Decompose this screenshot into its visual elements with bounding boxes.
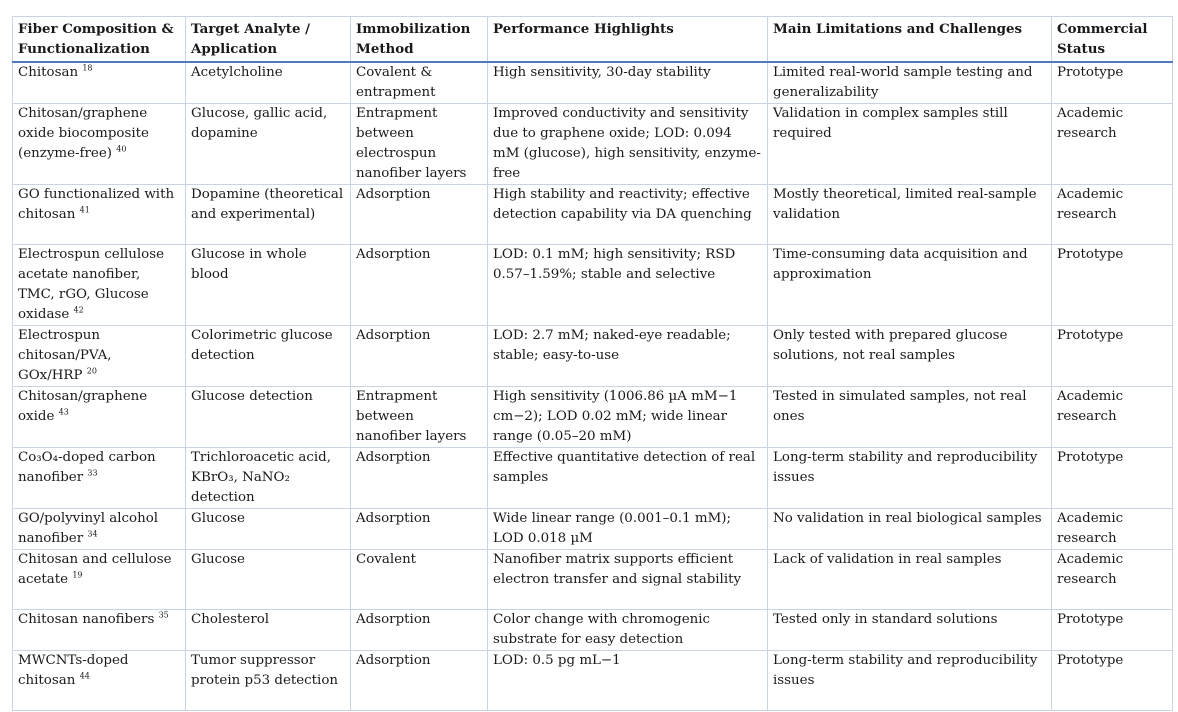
table-row xyxy=(13,184,1173,244)
reference-number: 18 xyxy=(82,63,93,73)
table-row xyxy=(13,508,1173,549)
cell-method: Entrapment between electrospun nanofiber layers xyxy=(351,103,488,184)
cell-limitations: No validation in real biological samples xyxy=(768,508,1052,549)
cell-fiber xyxy=(13,650,186,710)
cell-performance: High stability and reactivity; effective detection capability via DA quenching xyxy=(488,184,768,244)
cell-fiber xyxy=(13,325,186,386)
reference-number: 33 xyxy=(87,468,98,478)
cell-method: Adsorption xyxy=(351,447,488,508)
cell-limitations: Tested in simulated samples, not real ones xyxy=(768,386,1052,447)
cell-analyte: Colorimetric glucose detection xyxy=(186,325,351,386)
reference-number: 35 xyxy=(158,610,169,620)
cell-analyte: Glucose, gallic acid, dopamine xyxy=(186,103,351,184)
cell-status: Academic research xyxy=(1052,549,1173,609)
cell-limitations: Limited real-world sample testing and generalizability xyxy=(768,62,1052,104)
cell-status: Prototype xyxy=(1052,447,1173,508)
table-row xyxy=(13,650,1173,710)
cell-fiber xyxy=(13,184,186,244)
reference-number: 44 xyxy=(79,671,90,681)
cell-method: Adsorption xyxy=(351,244,488,325)
col-header-analyte: Target Analyte / Application xyxy=(186,17,351,62)
cell-status: Academic research xyxy=(1052,103,1173,184)
cell-analyte: Tumor suppressor protein p53 detection xyxy=(186,650,351,710)
fiber-text: Co₃O₄-doped carbon nanofiber xyxy=(18,449,156,485)
fiber-text: Electrospun cellulose acetate nanofiber, TMC, rGO, Glucose oxidase xyxy=(18,246,165,322)
cell-analyte: Cholesterol xyxy=(186,609,351,650)
cell-fiber xyxy=(13,447,186,508)
cell-fiber xyxy=(13,609,186,650)
cell-status: Prototype xyxy=(1052,325,1173,386)
cell-fiber xyxy=(13,62,186,104)
cell-limitations: Only tested with prepared glucose solutions, not real samples xyxy=(768,325,1052,386)
cell-limitations: Mostly theoretical, limited real-sample validation xyxy=(768,184,1052,244)
cell-performance: Color change with chromogenic substrate for easy detection xyxy=(488,609,768,650)
cell-limitations: Tested only in standard solutions xyxy=(768,609,1052,650)
cell-fiber xyxy=(13,244,186,325)
cell-method: Entrapment between nanofiber layers xyxy=(351,386,488,447)
reference-number: 40 xyxy=(116,144,127,154)
cell-analyte: Glucose detection xyxy=(186,386,351,447)
cell-fiber xyxy=(13,549,186,609)
cell-method: Covalent & entrapment xyxy=(351,62,488,104)
fiber-text: Chitosan and cellulose acetate xyxy=(18,551,172,587)
fiber-text: GO functionalized with chitosan xyxy=(18,186,175,222)
cell-fiber xyxy=(13,103,186,184)
cell-status: Prototype xyxy=(1052,62,1173,104)
cell-limitations: Lack of validation in real samples xyxy=(768,549,1052,609)
col-header-performance: Performance Highlights xyxy=(488,17,768,62)
reference-number: 34 xyxy=(87,529,98,539)
table-row xyxy=(13,609,1173,650)
cell-performance: Improved conductivity and sensitivity due to graphene oxide; LOD: 0.094 mM (glucose), high sensitivity, enzyme-free xyxy=(488,103,768,184)
fiber-text: Electrospun chitosan/PVA, GOx/HRP xyxy=(18,327,112,383)
cell-limitations: Long-term stability and reproducibility issues xyxy=(768,447,1052,508)
cell-performance: Wide linear range (0.001–0.1 mM); LOD 0.018 µM xyxy=(488,508,768,549)
col-header-limitations: Main Limitations and Challenges xyxy=(768,17,1052,62)
cell-status: Prototype xyxy=(1052,609,1173,650)
table-row xyxy=(13,549,1173,609)
fiber-text: Chitosan/graphene oxide biocomposite (enzyme-free) xyxy=(18,105,149,161)
cell-performance: Nanofiber matrix supports efficient electron transfer and signal stability xyxy=(488,549,768,609)
cell-limitations: Long-term stability and reproducibility issues xyxy=(768,650,1052,710)
cell-analyte: Acetylcholine xyxy=(186,62,351,104)
cell-performance: LOD: 0.5 pg mL−1 xyxy=(488,650,768,710)
cell-method: Adsorption xyxy=(351,325,488,386)
fiber-text: Chitosan/graphene oxide xyxy=(18,388,148,424)
col-header-fiber: Fiber Composition & Functionalization xyxy=(13,17,186,62)
reference-number: 42 xyxy=(73,305,84,315)
fiber-text: Chitosan xyxy=(18,64,79,80)
cell-method: Adsorption xyxy=(351,609,488,650)
cell-status: Academic research xyxy=(1052,508,1173,549)
fiber-text: MWCNTs-doped chitosan xyxy=(18,652,129,688)
cell-status: Prototype xyxy=(1052,650,1173,710)
cell-performance: High sensitivity (1006.86 µA mM−1 cm−2); LOD 0.02 mM; wide linear range (0.05–20 mM) xyxy=(488,386,768,447)
cell-analyte: Dopamine (theoretical and experimental) xyxy=(186,184,351,244)
reference-number: 41 xyxy=(79,205,90,215)
fiber-text: GO/polyvinyl alcohol nanofiber xyxy=(18,510,159,546)
cell-analyte: Trichloroacetic acid, KBrO₃, NaNO₂ detection xyxy=(186,447,351,508)
cell-method: Adsorption xyxy=(351,650,488,710)
cell-analyte: Glucose xyxy=(186,508,351,549)
cell-fiber xyxy=(13,508,186,549)
cell-analyte: Glucose xyxy=(186,549,351,609)
col-header-status: Commercial Status xyxy=(1052,17,1173,62)
cell-performance: LOD: 0.1 mM; high sensitivity; RSD 0.57–1.59%; stable and selective xyxy=(488,244,768,325)
cell-performance: High sensitivity, 30-day stability xyxy=(488,62,768,104)
cell-status: Prototype xyxy=(1052,244,1173,325)
comparison-table xyxy=(12,16,1173,711)
cell-status: Academic research xyxy=(1052,386,1173,447)
table-row xyxy=(13,325,1173,386)
cell-limitations: Time-consuming data acquisition and approximation xyxy=(768,244,1052,325)
col-header-method: Immobilization Method xyxy=(351,17,488,62)
table-row xyxy=(13,386,1173,447)
fiber-text: Chitosan nanofibers xyxy=(18,611,155,627)
cell-method: Covalent xyxy=(351,549,488,609)
cell-fiber xyxy=(13,386,186,447)
reference-number: 20 xyxy=(86,366,97,376)
header-row xyxy=(13,17,1173,62)
table-row xyxy=(13,447,1173,508)
table-row xyxy=(13,244,1173,325)
reference-number: 19 xyxy=(72,570,83,580)
cell-method: Adsorption xyxy=(351,184,488,244)
cell-status: Academic research xyxy=(1052,184,1173,244)
cell-performance: LOD: 2.7 mM; naked-eye readable; stable; easy-to-use xyxy=(488,325,768,386)
cell-limitations: Validation in complex samples still required xyxy=(768,103,1052,184)
table-row xyxy=(13,62,1173,104)
cell-performance: Effective quantitative detection of real samples xyxy=(488,447,768,508)
cell-analyte: Glucose in whole blood xyxy=(186,244,351,325)
table-row xyxy=(13,103,1173,184)
cell-method: Adsorption xyxy=(351,508,488,549)
reference-number: 43 xyxy=(58,407,69,417)
